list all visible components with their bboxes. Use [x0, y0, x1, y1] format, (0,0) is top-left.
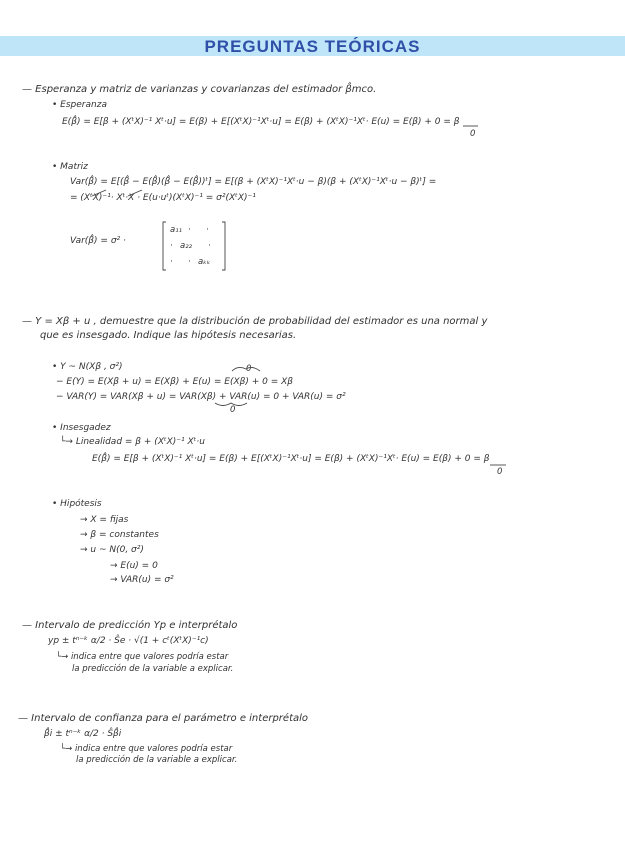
page-title: PREGUNTAS TEÓRICAS: [204, 37, 421, 56]
q4-formula: β̂i ± tⁿ⁻ᵏ α/2 · Ŝβ̂i: [44, 729, 122, 739]
q3-formula: yp ± tⁿ⁻ᵏ α/2 · Ŝe · √(1 + cᵗ(XᵗX)⁻¹c): [48, 636, 209, 646]
hypothesis-item: → u ~ N(0, σ²): [80, 545, 144, 555]
q1-var-lhs: Var(β̂) = σ² ·: [70, 236, 126, 246]
q2-insesgadez-zero: 0: [497, 467, 503, 477]
q1-esperanza-label: • Esperanza: [52, 100, 107, 110]
q1-matriz-label: • Matriz: [52, 162, 88, 172]
hypothesis-item: → X = fijas: [80, 515, 129, 525]
q1-heading: — Esperanza y matriz de varianzas y covarianzas del estimador β̂mco.: [22, 84, 377, 95]
matrix-cell: ·: [170, 257, 173, 267]
hypothesis-subitem: → VAR(u) = σ²: [110, 575, 174, 585]
matrix-a11: a₁₁: [170, 225, 183, 235]
q4-interpretation-line-1: └→ indica entre que valores podría estar: [60, 744, 233, 754]
matrix-cell: ·: [208, 241, 211, 251]
q4-heading: — Intervalo de confianza para el parámetro e interprétalo: [18, 713, 309, 724]
q3-heading: — Intervalo de predicción Yp e interprétalo: [22, 620, 238, 631]
matrix-cell: ·: [188, 257, 191, 267]
matrix-akk: aₖₖ: [198, 257, 211, 267]
q2-distribution: • Y ~ N(Xβ , σ²): [52, 362, 123, 372]
q1-esperanza-zero: 0: [470, 129, 476, 139]
q2-ey-zero: 0: [246, 364, 252, 374]
title-banner: [0, 36, 625, 56]
q2-heading-line-2: que es insesgado. Indique las hipótesis necesarias.: [40, 330, 297, 341]
q1-matriz-equation-1: Var(β̂) = E[(β̂ − E(β̂)(β̂ − E(β̂))ᵗ] = E[(β + (XᵗX)⁻¹Xᵗ·u − β)(β + (XᵗX)⁻¹Xᵗ·u − β)ᵗ] =: [70, 177, 437, 187]
matrix-a22: a₂₂: [180, 241, 193, 251]
matrix-right-bracket: [222, 222, 225, 270]
q2-linealidad: └→ Linealidad = β + (XᵗX)⁻¹ Xᵗ·u: [60, 437, 205, 447]
matrix-cell: ·: [170, 241, 173, 251]
q2-insesgadez-equation: E(β̂) = E[β + (XᵗX)⁻¹ Xᵗ·u] = E(β) + E[(XᵗX)⁻¹Xᵗ·u] = E(β) + (XᵗX)⁻¹Xᵗ· E(u) = E(β) + 0 = β: [92, 454, 490, 464]
matrix-cell: ·: [206, 225, 209, 235]
q1-matriz-equation-2: = (XᵗX)⁻¹· Xᵗ·X · E(u·uᵗ)(XᵗX)⁻¹ = σ²(XᵗX)⁻¹: [70, 193, 256, 203]
matrix-cell: ·: [188, 225, 191, 235]
q2-hipotesis-label: • Hipótesis: [52, 499, 102, 509]
matrix-left-bracket: [163, 222, 166, 270]
q3-interpretation-line-1: └→ indica entre que valores podría estar: [56, 652, 229, 662]
q4-interpretation-line-2: la predicción de la variable a explicar.: [76, 755, 238, 765]
q2-expectation-y: − E(Y) = E(Xβ + u) = E(Xβ) + E(u) = E(Xβ) + 0 = Xβ: [56, 377, 294, 387]
q3-interpretation-line-2: la predicción de la variable a explicar.: [72, 664, 234, 674]
q2-variance-y: − VAR(Y) = VAR(Xβ + u) = VAR(Xβ) + VAR(u) = 0 + VAR(u) = σ²: [56, 392, 346, 402]
hypothesis-item: → β = constantes: [80, 530, 159, 540]
q1-esperanza-equation: E(β̂) = E[β + (XᵗX)⁻¹ Xᵗ·u] = E(β) + E[(XᵗX)⁻¹Xᵗ·u] = E(β) + (XᵗX)⁻¹Xᵗ· E(u) = E(β) + 0 = β: [62, 117, 460, 127]
hypothesis-subitem: → E(u) = 0: [110, 561, 158, 571]
q2-heading-line-1: — Y = Xβ + u , demuestre que la distribución de probabilidad del estimador es una normal y: [22, 316, 488, 327]
q2-insesgadez-label: • Insesgadez: [52, 423, 111, 433]
q2-vary-zero: 0: [230, 405, 236, 415]
